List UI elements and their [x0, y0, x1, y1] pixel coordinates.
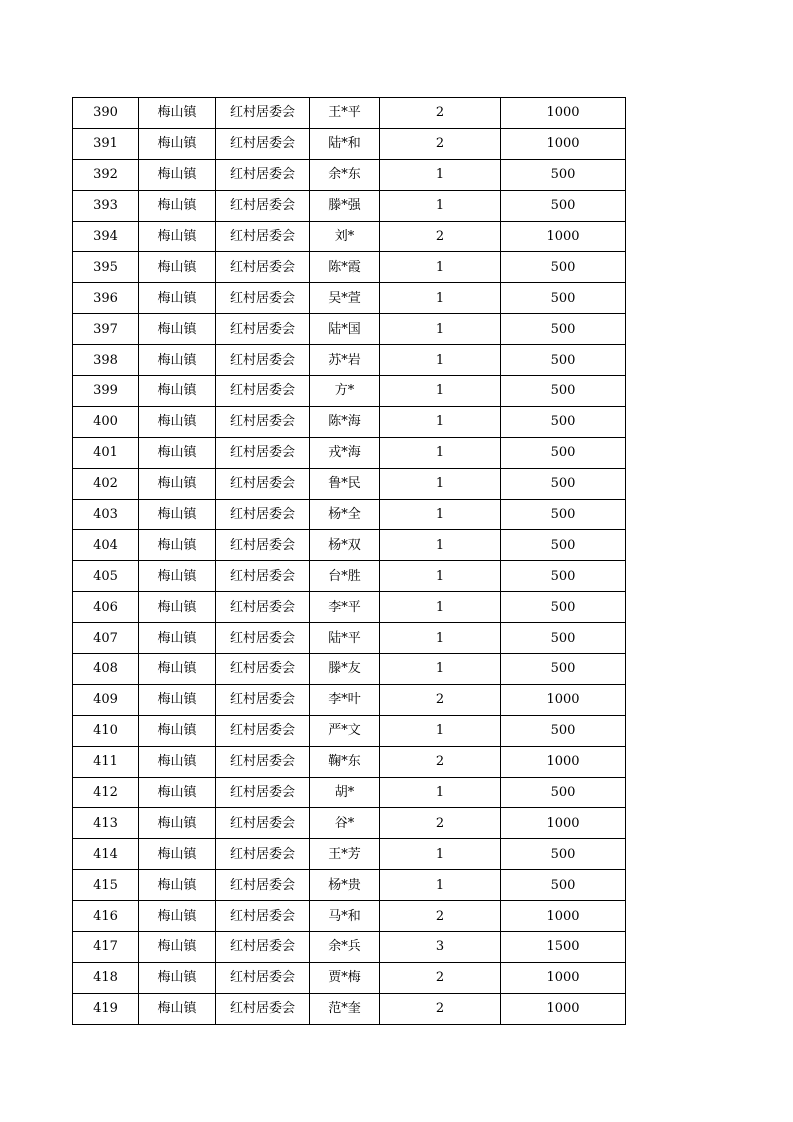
- amount-cell: 500: [501, 777, 626, 808]
- row-number-cell: 414: [73, 839, 139, 870]
- town-cell: 梅山镇: [139, 221, 216, 252]
- name-cell: 戎*海: [310, 437, 380, 468]
- town-cell: 梅山镇: [139, 437, 216, 468]
- count-cell: 2: [380, 808, 501, 839]
- name-cell: 李*平: [310, 592, 380, 623]
- committee-cell: 红村居委会: [216, 128, 310, 159]
- count-cell: 1: [380, 715, 501, 746]
- committee-cell: 红村居委会: [216, 962, 310, 993]
- table-row: [73, 128, 626, 159]
- row-number-cell: 396: [73, 283, 139, 314]
- committee-cell: 红村居委会: [216, 654, 310, 685]
- count-cell: 1: [380, 283, 501, 314]
- amount-cell: 1000: [501, 901, 626, 932]
- table-row: [73, 159, 626, 190]
- committee-cell: 红村居委会: [216, 777, 310, 808]
- amount-cell: 1000: [501, 962, 626, 993]
- town-cell: 梅山镇: [139, 592, 216, 623]
- row-number-cell: 418: [73, 962, 139, 993]
- row-number-cell: 397: [73, 314, 139, 345]
- table-row: [73, 808, 626, 839]
- committee-cell: 红村居委会: [216, 715, 310, 746]
- amount-cell: 500: [501, 159, 626, 190]
- count-cell: 2: [380, 221, 501, 252]
- row-number-cell: 411: [73, 746, 139, 777]
- amount-cell: 500: [501, 468, 626, 499]
- count-cell: 1: [380, 777, 501, 808]
- count-cell: 1: [380, 190, 501, 221]
- town-cell: 梅山镇: [139, 623, 216, 654]
- amount-cell: 500: [501, 190, 626, 221]
- name-cell: 严*文: [310, 715, 380, 746]
- row-number-cell: 390: [73, 98, 139, 129]
- name-cell: 鲁*民: [310, 468, 380, 499]
- committee-cell: 红村居委会: [216, 221, 310, 252]
- amount-cell: 500: [501, 406, 626, 437]
- committee-cell: 红村居委会: [216, 376, 310, 407]
- amount-cell: 1000: [501, 993, 626, 1024]
- count-cell: 2: [380, 128, 501, 159]
- count-cell: 2: [380, 993, 501, 1024]
- name-cell: 陈*霞: [310, 252, 380, 283]
- town-cell: 梅山镇: [139, 993, 216, 1024]
- amount-cell: 500: [501, 839, 626, 870]
- amount-cell: 500: [501, 499, 626, 530]
- town-cell: 梅山镇: [139, 530, 216, 561]
- town-cell: 梅山镇: [139, 932, 216, 963]
- row-number-cell: 392: [73, 159, 139, 190]
- committee-cell: 红村居委会: [216, 746, 310, 777]
- table-row: [73, 221, 626, 252]
- row-number-cell: 391: [73, 128, 139, 159]
- table-row: [73, 499, 626, 530]
- row-number-cell: 406: [73, 592, 139, 623]
- name-cell: 余*兵: [310, 932, 380, 963]
- amount-cell: 500: [501, 314, 626, 345]
- count-cell: 1: [380, 376, 501, 407]
- town-cell: 梅山镇: [139, 345, 216, 376]
- name-cell: 贾*梅: [310, 962, 380, 993]
- row-number-cell: 399: [73, 376, 139, 407]
- town-cell: 梅山镇: [139, 684, 216, 715]
- name-cell: 余*东: [310, 159, 380, 190]
- name-cell: 陆*国: [310, 314, 380, 345]
- town-cell: 梅山镇: [139, 190, 216, 221]
- row-number-cell: 407: [73, 623, 139, 654]
- committee-cell: 红村居委会: [216, 499, 310, 530]
- row-number-cell: 404: [73, 530, 139, 561]
- town-cell: 梅山镇: [139, 468, 216, 499]
- amount-cell: 500: [501, 376, 626, 407]
- amount-cell: 1000: [501, 746, 626, 777]
- row-number-cell: 417: [73, 932, 139, 963]
- table-row: [73, 190, 626, 221]
- count-cell: 1: [380, 406, 501, 437]
- town-cell: 梅山镇: [139, 283, 216, 314]
- town-cell: 梅山镇: [139, 777, 216, 808]
- town-cell: 梅山镇: [139, 159, 216, 190]
- row-number-cell: 394: [73, 221, 139, 252]
- table-row: [73, 993, 626, 1024]
- committee-cell: 红村居委会: [216, 808, 310, 839]
- table-row: [73, 406, 626, 437]
- count-cell: 1: [380, 561, 501, 592]
- count-cell: 1: [380, 530, 501, 561]
- name-cell: 刘*: [310, 221, 380, 252]
- amount-cell: 500: [501, 654, 626, 685]
- row-number-cell: 401: [73, 437, 139, 468]
- count-cell: 2: [380, 746, 501, 777]
- town-cell: 梅山镇: [139, 561, 216, 592]
- committee-cell: 红村居委会: [216, 901, 310, 932]
- table-row: [73, 376, 626, 407]
- name-cell: 范*奎: [310, 993, 380, 1024]
- table-row: [73, 962, 626, 993]
- row-number-cell: 413: [73, 808, 139, 839]
- amount-cell: 1000: [501, 128, 626, 159]
- count-cell: 1: [380, 623, 501, 654]
- table-row: [73, 252, 626, 283]
- name-cell: 吴*萱: [310, 283, 380, 314]
- town-cell: 梅山镇: [139, 252, 216, 283]
- table-body: [73, 98, 626, 1025]
- amount-cell: 500: [501, 623, 626, 654]
- committee-cell: 红村居委会: [216, 839, 310, 870]
- amount-cell: 1000: [501, 221, 626, 252]
- count-cell: 2: [380, 901, 501, 932]
- town-cell: 梅山镇: [139, 98, 216, 129]
- table-row: [73, 437, 626, 468]
- count-cell: 1: [380, 839, 501, 870]
- committee-cell: 红村居委会: [216, 592, 310, 623]
- name-cell: 王*平: [310, 98, 380, 129]
- town-cell: 梅山镇: [139, 715, 216, 746]
- town-cell: 梅山镇: [139, 839, 216, 870]
- table-row: [73, 592, 626, 623]
- count-cell: 1: [380, 870, 501, 901]
- amount-cell: 500: [501, 715, 626, 746]
- committee-cell: 红村居委会: [216, 993, 310, 1024]
- row-number-cell: 412: [73, 777, 139, 808]
- table-row: [73, 839, 626, 870]
- committee-cell: 红村居委会: [216, 870, 310, 901]
- name-cell: 陆*和: [310, 128, 380, 159]
- committee-cell: 红村居委会: [216, 345, 310, 376]
- amount-cell: 500: [501, 561, 626, 592]
- table-row: [73, 654, 626, 685]
- data-table: [72, 97, 626, 1025]
- committee-cell: 红村居委会: [216, 623, 310, 654]
- amount-cell: 500: [501, 530, 626, 561]
- name-cell: 鞠*东: [310, 746, 380, 777]
- name-cell: 陈*海: [310, 406, 380, 437]
- town-cell: 梅山镇: [139, 654, 216, 685]
- committee-cell: 红村居委会: [216, 190, 310, 221]
- table-row: [73, 283, 626, 314]
- table-row: [73, 870, 626, 901]
- amount-cell: 1000: [501, 808, 626, 839]
- name-cell: 李*叶: [310, 684, 380, 715]
- name-cell: 苏*岩: [310, 345, 380, 376]
- amount-cell: 1000: [501, 684, 626, 715]
- table-row: [73, 314, 626, 345]
- count-cell: 2: [380, 98, 501, 129]
- count-cell: 2: [380, 962, 501, 993]
- name-cell: 台*胜: [310, 561, 380, 592]
- town-cell: 梅山镇: [139, 376, 216, 407]
- committee-cell: 红村居委会: [216, 406, 310, 437]
- name-cell: 陆*平: [310, 623, 380, 654]
- row-number-cell: 409: [73, 684, 139, 715]
- table-row: [73, 623, 626, 654]
- committee-cell: 红村居委会: [216, 159, 310, 190]
- count-cell: 1: [380, 499, 501, 530]
- table-row: [73, 901, 626, 932]
- town-cell: 梅山镇: [139, 406, 216, 437]
- committee-cell: 红村居委会: [216, 530, 310, 561]
- town-cell: 梅山镇: [139, 128, 216, 159]
- amount-cell: 500: [501, 592, 626, 623]
- count-cell: 1: [380, 345, 501, 376]
- row-number-cell: 400: [73, 406, 139, 437]
- amount-cell: 500: [501, 437, 626, 468]
- name-cell: 王*芳: [310, 839, 380, 870]
- town-cell: 梅山镇: [139, 314, 216, 345]
- row-number-cell: 416: [73, 901, 139, 932]
- row-number-cell: 403: [73, 499, 139, 530]
- table-row: [73, 777, 626, 808]
- amount-cell: 1000: [501, 98, 626, 129]
- table-row: [73, 98, 626, 129]
- name-cell: 滕*友: [310, 654, 380, 685]
- count-cell: 1: [380, 654, 501, 685]
- table-row: [73, 715, 626, 746]
- amount-cell: 500: [501, 283, 626, 314]
- count-cell: 1: [380, 159, 501, 190]
- committee-cell: 红村居委会: [216, 684, 310, 715]
- table-row: [73, 345, 626, 376]
- name-cell: 滕*强: [310, 190, 380, 221]
- row-number-cell: 405: [73, 561, 139, 592]
- row-number-cell: 395: [73, 252, 139, 283]
- town-cell: 梅山镇: [139, 962, 216, 993]
- table-row: [73, 561, 626, 592]
- table-row: [73, 746, 626, 777]
- town-cell: 梅山镇: [139, 499, 216, 530]
- committee-cell: 红村居委会: [216, 314, 310, 345]
- town-cell: 梅山镇: [139, 901, 216, 932]
- name-cell: 谷*: [310, 808, 380, 839]
- table-row: [73, 468, 626, 499]
- count-cell: 1: [380, 437, 501, 468]
- count-cell: 2: [380, 684, 501, 715]
- row-number-cell: 415: [73, 870, 139, 901]
- committee-cell: 红村居委会: [216, 98, 310, 129]
- committee-cell: 红村居委会: [216, 561, 310, 592]
- amount-cell: 500: [501, 870, 626, 901]
- name-cell: 马*和: [310, 901, 380, 932]
- committee-cell: 红村居委会: [216, 932, 310, 963]
- amount-cell: 1500: [501, 932, 626, 963]
- count-cell: 1: [380, 314, 501, 345]
- row-number-cell: 408: [73, 654, 139, 685]
- count-cell: 1: [380, 468, 501, 499]
- amount-cell: 500: [501, 345, 626, 376]
- row-number-cell: 402: [73, 468, 139, 499]
- row-number-cell: 419: [73, 993, 139, 1024]
- table-row: [73, 932, 626, 963]
- committee-cell: 红村居委会: [216, 283, 310, 314]
- town-cell: 梅山镇: [139, 808, 216, 839]
- name-cell: 杨*全: [310, 499, 380, 530]
- committee-cell: 红村居委会: [216, 252, 310, 283]
- town-cell: 梅山镇: [139, 870, 216, 901]
- name-cell: 杨*双: [310, 530, 380, 561]
- name-cell: 杨*贵: [310, 870, 380, 901]
- count-cell: 1: [380, 592, 501, 623]
- row-number-cell: 393: [73, 190, 139, 221]
- row-number-cell: 398: [73, 345, 139, 376]
- committee-cell: 红村居委会: [216, 468, 310, 499]
- count-cell: 1: [380, 252, 501, 283]
- committee-cell: 红村居委会: [216, 437, 310, 468]
- table-row: [73, 684, 626, 715]
- town-cell: 梅山镇: [139, 746, 216, 777]
- table-row: [73, 530, 626, 561]
- row-number-cell: 410: [73, 715, 139, 746]
- amount-cell: 500: [501, 252, 626, 283]
- count-cell: 3: [380, 932, 501, 963]
- name-cell: 胡*: [310, 777, 380, 808]
- name-cell: 方*: [310, 376, 380, 407]
